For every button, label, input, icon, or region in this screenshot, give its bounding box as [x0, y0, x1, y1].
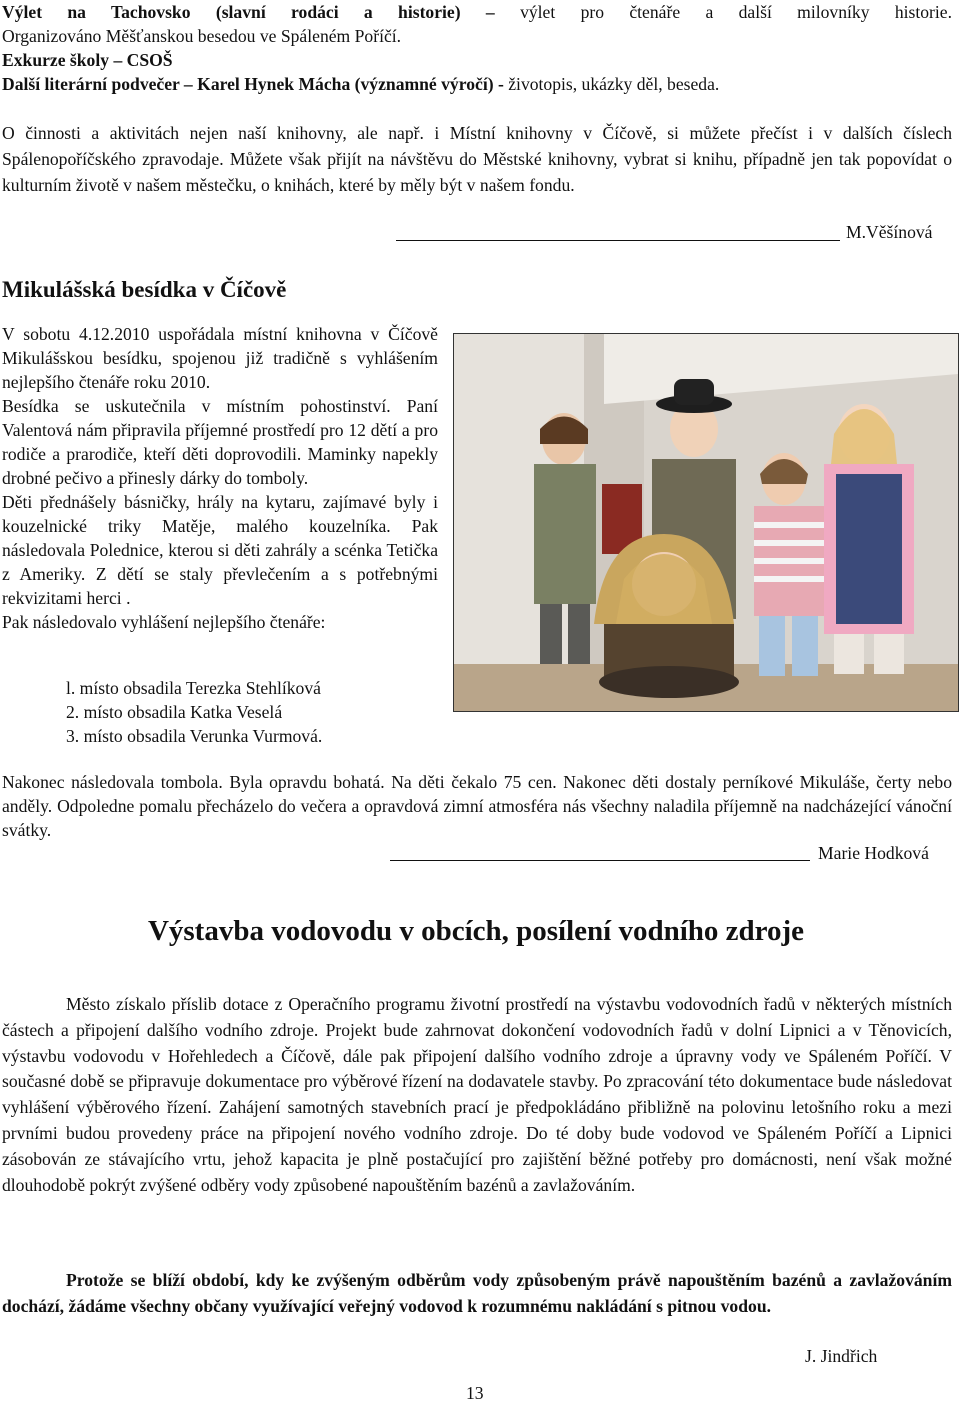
mikulas-column [2, 322, 438, 634]
vodovod-para-1: Město získalo příslib dotace z Operačního programu životní prostředí na výstavbu vodovodních řadů v některých místních částech a připojení dalšího vodního zdroje. Projekt bude zahrnovat dokončení vodovodních řadů v dolní Lipnici a v Těnovicích, výstavbu vodovodu v Hořehledech a Číčově, dále pak připojení dalšího vodního zdroje a úpravny vody ve Spáleném Poříčí. V současné době se připravuje dokumentace pro výběrové řízení na dodavatele stavby. Po zpracování této dokumentace bude následovat vyhlášení výběrového řízení. Zahájení samotných stavebních prací je předpokládáno přibližně na polovinu letošního roku a mezi prvními budou provedeny práce na připojení nového vodního zdroje. Do té doby bude vodovod ve Spáleném Poříčí a Lipnici zásobován ze stávajícího vrtu, jehož kapacita je plně postačující pro zajištění běžné potřeby pro domácnosti, není však možné dlouhodobě pokrýt zvýšené odběry vody způsobené napouštěním bazénů a zavlažováním. [2, 994, 952, 1195]
tombola-text: Nakonec následovala tombola. Byla opravdu bohatá. Na děti čekalo 75 cen. Nakonec děti dostaly perníkové Mikuláše, čerty nebo anděly. Odpoledne pomalu přecházelo do večera a opravdová zimní atmosféra nás všechny naladila příjemně na nadcházející vánoční svátky. [2, 772, 952, 840]
mikulas-heading: Mikulášská besídka v Číčově [2, 277, 287, 302]
mikulas-para-3: Děti přednášely básničky, hrály na kytaru, zajímavé byly i kouzelnické triky Matěje, malého kouzelníka. Pak následovala Polednice, kterou si děti zahrály a scénka Tetička z Ameriky. Z dětí se staly převlečením a s potřebnými rekvizitami herci . [2, 492, 438, 608]
top-section [2, 0, 952, 96]
page-number: 13 [466, 1383, 484, 1403]
vodovod-para-2: Protože se blíží období, kdy ke zvýšeným odběrům vody způsobeným právě napouštěním bazénů a zavlažováním dochází, žádáme všechny občany využívající veřejný vodovod k rozumnému nakládání s pitnou vodou. [2, 1270, 952, 1316]
library-info [2, 120, 952, 198]
list-item: 3. místo obsadila Verunka Vurmová. [66, 726, 323, 746]
signature-rule [390, 860, 810, 861]
vodovod-body [2, 992, 952, 1198]
vodovod-appeal [2, 1267, 952, 1319]
literary-evening-line [2, 72, 952, 96]
mikulas-para-4: Pak následovalo vyhlášení nejlepšího čtenáře: [2, 612, 326, 632]
mikulas-para-2: Besídka se uskutečnila v místním pohostinství. Paní Valentová nám připravila příjemné prostředí pro 12 dětí a pro rodiče a prarodiče, kteří děti doprovodili. Maminky napekly drobné pečivo a přinesly dárky do tomboly. [2, 396, 438, 488]
tombola-paragraph [2, 770, 952, 842]
trip-organizer: Organizováno Měšťanskou besedou ve Spáleném Poříčí. [2, 26, 402, 46]
children-photo-illustration [454, 334, 958, 711]
section-heading-vodovod [0, 914, 952, 948]
signature-vesinova: M.Věšínová [846, 222, 933, 242]
mikulas-para-1: V sobotu 4.12.2010 uspořádala místní knihovna v Číčově Mikulášskou besídku, spojenou již tradičně s vyhlášením nejlepšího čtenáře roku 2010. [2, 324, 438, 392]
signature-jindrich: J. Jindřich [805, 1346, 878, 1366]
signature-hodkova: Marie Hodková [818, 843, 929, 863]
library-info-text: O činnosti a aktivitách nejen naší knihovny, ale např. i Místní knihovny v Číčově, si můžete přečíst i v dalších číslech Spálenopoříčského zpravodaje. Můžete však přijít na návštěvu do Městské knihovny, vybrat si knihu, případně jen tak popovídat o kulturním životě v našem městečku, o knihách, které by měly být v našem fondu. [2, 123, 952, 195]
winners-list [66, 676, 446, 748]
children-photo [453, 333, 959, 712]
list-item: l. místo obsadila Terezka Stehlíková [66, 678, 321, 698]
literary-evening-title: Další literární podvečer – Karel Hynek Mácha (významné výročí) - [2, 74, 504, 94]
school-excursion: Exkurze školy – CSOŠ [2, 50, 173, 70]
literary-evening-desc: životopis, ukázky děl, beseda. [503, 74, 720, 94]
list-item: 2. místo obsadila Katka Veselá [66, 702, 283, 722]
section-heading-mikulas [2, 276, 286, 304]
vodovod-heading: Výstavba vodovodu v obcích, posílení vodního zdroje [147, 915, 805, 947]
trip-line [2, 0, 952, 24]
trip-desc: výlet pro čtenáře a další milovníky historie. [494, 2, 952, 22]
trip-title: Výlet na Tachovsko (slavní rodáci a historie) – [2, 2, 495, 22]
signature-rule [396, 240, 840, 241]
